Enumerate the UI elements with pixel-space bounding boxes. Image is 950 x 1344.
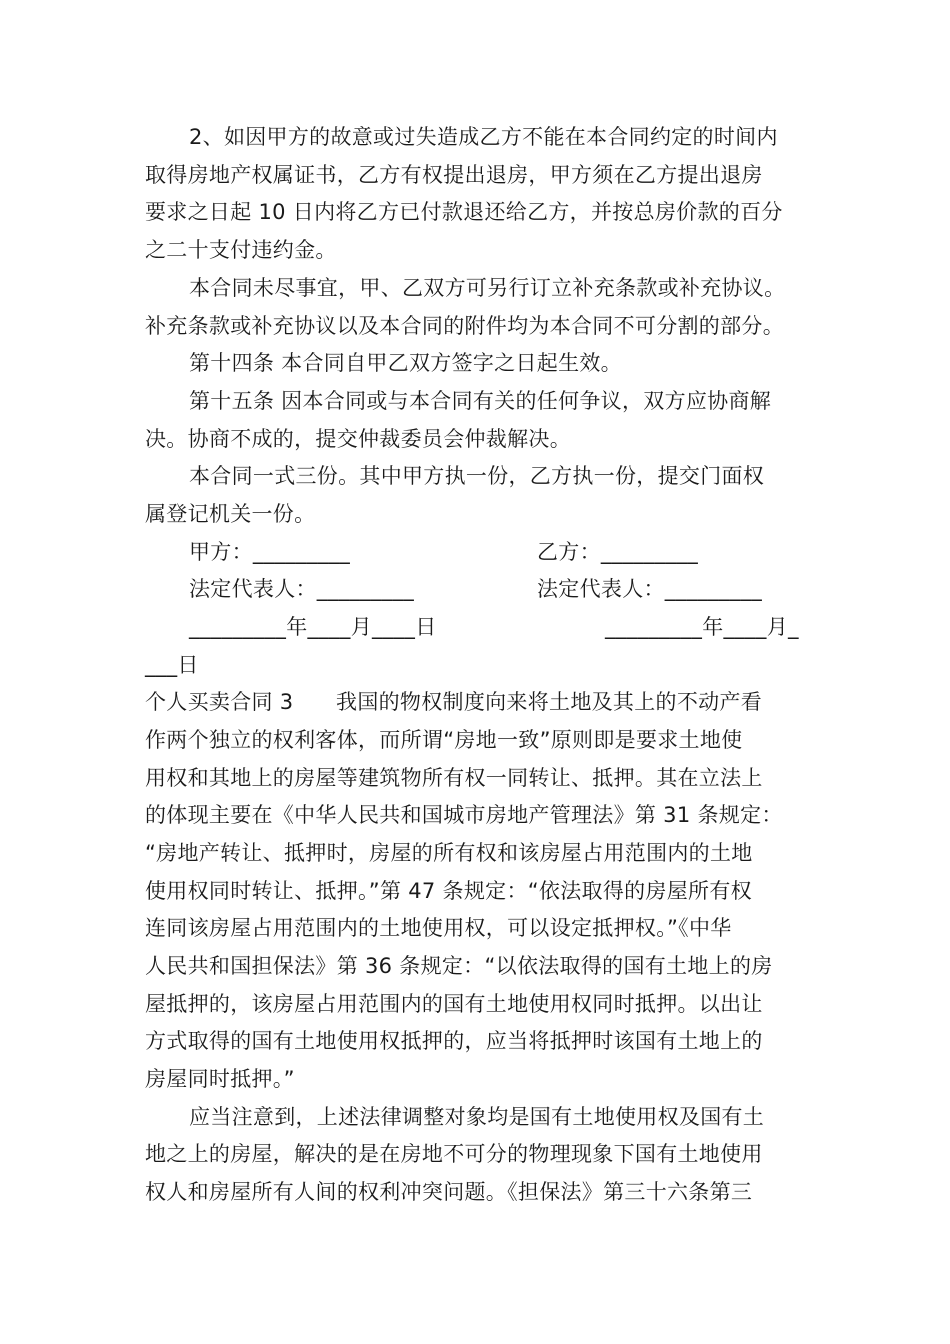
paragraph-line: 决。协商不成的，提交仲裁委员会仲裁解决。 — [145, 427, 571, 451]
date-a: _________年____月____日 — [189, 615, 437, 639]
section-line: 连同该房屋占用范围内的土地使用权，可以设定抵押权。”《中华 — [145, 916, 732, 940]
paragraph-line: 属登记机关一份。 — [145, 502, 316, 526]
paragraph-line: 要求之日起 10 日内将乙方已付款退还给乙方，并按总房价款的百分 — [145, 200, 783, 224]
paragraph-line: 取得房地产权属证书，乙方有权提出退房，甲方须在乙方提出退房 — [145, 163, 763, 187]
section-line: 房屋同时抵押。” — [145, 1067, 295, 1091]
rep-b-signature: 法定代表人：_________ — [537, 577, 762, 601]
section-line: 个人买卖合同 3 我国的物权制度向来将土地及其上的不动产看 — [145, 690, 763, 714]
section-line: 的体现主要在《中华人民共和国城市房地产管理法》第 31 条规定： — [145, 803, 783, 827]
section-line: 作两个独立的权利客体，而所谓“房地一致”原则即是要求土地使 — [145, 728, 743, 752]
section-line: 方式取得的国有土地使用权抵押的，应当将抵押时该国有土地上的 — [145, 1029, 763, 1053]
date-b: _________年____月_ — [605, 615, 799, 639]
date-b-continued: ___日 — [145, 653, 199, 677]
paragraph-line: 本合同未尽事宜，甲、乙双方可另行订立补充条款或补充协议。 — [189, 276, 786, 300]
section-line: 人民共和国担保法》第 36 条规定：“以依法取得的国有土地上的房 — [145, 954, 773, 978]
paragraph-line: 补充条款或补充协议以及本合同的附件均为本合同不可分割的部分。 — [145, 314, 784, 338]
clause-15: 第十五条 因本合同或与本合同有关的任何争议，双方应协商解 — [189, 389, 772, 413]
section-line: “房地产转让、抵押时，房屋的所有权和该房屋占用范围内的土地 — [145, 841, 753, 865]
clause-14: 第十四条 本合同自甲乙双方签字之日起生效。 — [189, 351, 622, 375]
paragraph-line: 之二十支付违约金。 — [145, 238, 337, 262]
paragraph-line: 2、如因甲方的故意或过失造成乙方不能在本合同约定的时间内 — [189, 125, 778, 149]
party-b-signature: 乙方：_________ — [537, 540, 699, 564]
rep-a-signature: 法定代表人：_________ — [189, 577, 414, 601]
section-line: 使用权同时转让、抵押。”第 47 条规定：“依法取得的房屋所有权 — [145, 879, 752, 903]
section-line: 用权和其地上的房屋等建筑物所有权一同转让、抵押。其在立法上 — [145, 766, 763, 790]
section-line: 屋抵押的，该房屋占用范围内的国有土地使用权同时抵押。以出让 — [145, 992, 763, 1016]
paragraph-line: 本合同一式三份。其中甲方执一份，乙方执一份，提交门面权 — [189, 464, 765, 488]
party-a-signature: 甲方：_________ — [189, 540, 351, 564]
section-line: 权人和房屋所有人间的权利冲突问题。《担保法》第三十六条第三 — [145, 1180, 753, 1204]
section-line: 地之上的房屋，解决的是在房地不可分的物理现象下国有土地使用 — [145, 1142, 763, 1166]
section-line: 应当注意到，上述法律调整对象均是国有土地使用权及国有土 — [189, 1105, 765, 1129]
